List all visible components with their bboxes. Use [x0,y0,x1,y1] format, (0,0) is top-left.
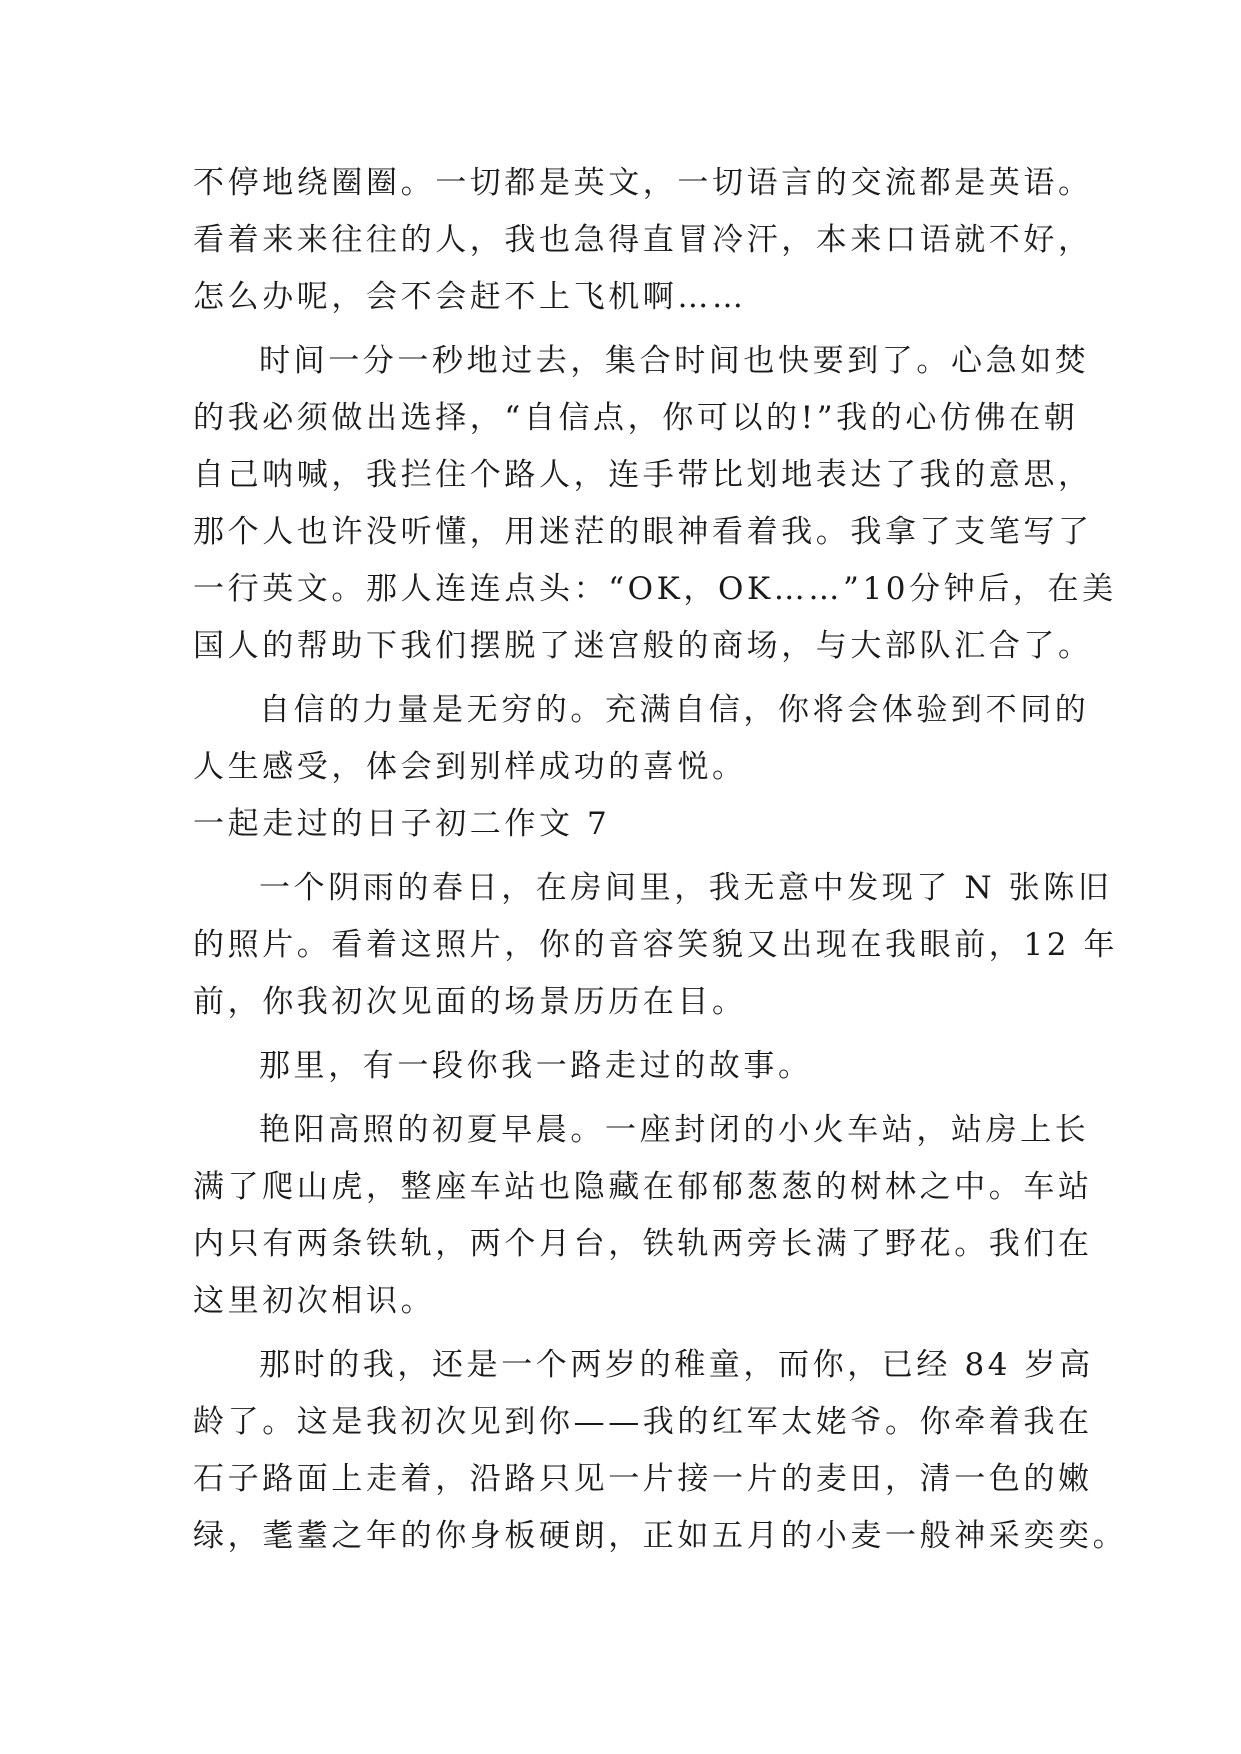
paragraph-first-line: 那里，有一段你我一路走过的故事。 [259,1048,813,1084]
text-line: 的照片。看着这照片，你的音容笑貌又出现在我眼前，12 年 [193,927,1119,963]
text-line: 自己呐喊，我拦住个路人，连手带比划地表达了我的意思， [193,457,1093,493]
text-line: 看着来来往往的人，我也急得直冒冷汗，本来口语就不好， [193,222,1093,258]
paragraph-first-line: 一个阴雨的春日，在房间里，我无意中发现了 N 张陈旧 [259,870,1113,906]
text-line: 内只有两条铁轨，两个月台，铁轨两旁长满了野花。我们在 [193,1226,1093,1262]
paragraph-first-line: 那时的我，还是一个两岁的稚童，而你，已经 84 岁高 [259,1347,1094,1383]
paragraph-first-line: 自信的力量是无穷的。充满自信，你将会体验到不同的 [259,692,1090,728]
text-line: 石子路面上走着，沿路只见一片接一片的麦田，清一色的嫩 [193,1461,1093,1497]
text-line: 满了爬山虎，整座车站也隐藏在郁郁葱葱的树林之中。车站 [193,1169,1093,1205]
text-line: 前，你我初次见面的场景历历在目。 [193,984,747,1020]
text-line: 国人的帮助下我们摆脱了迷宫般的商场，与大部队汇合了。 [193,628,1093,664]
text-line: 那个人也许没听懂，用迷茫的眼神看着我。我拿了支笔写了 [193,514,1093,550]
text-line: 这里初次相识。 [193,1283,436,1319]
document-body [193,155,1128,1565]
text-line: 不停地绕圈圈。一切都是英文，一切语言的交流都是英语。 [193,165,1093,201]
text-line: 人生感受，体会到别样成功的喜悦。 [193,749,747,785]
paragraph-first-line: 艳阳高照的初夏早晨。一座封闭的小火车站，站房上长 [259,1112,1090,1148]
paragraph-first-line: 时间一分一秒地过去，集合时间也快要到了。心急如焚 [259,343,1090,379]
section-heading: 一起走过的日子初二作文 7 [193,806,611,842]
text-line: 一行英文。那人连连点头：“OK，OK……”10分钟后，在美 [193,571,1117,607]
text-line: 的我必须做出选择，“自信点，你可以的!”我的心仿佛在朝 [193,400,1079,436]
text-line: 怎么办呢，会不会赶不上飞机啊…… [193,279,747,315]
text-line: 龄了。这是我初次见到你——我的红军太姥爷。你牵着我在 [193,1404,1093,1440]
text-line: 绿，耄耋之年的你身板硬朗，正如五月的小麦一般神采奕奕。 [193,1518,1128,1554]
